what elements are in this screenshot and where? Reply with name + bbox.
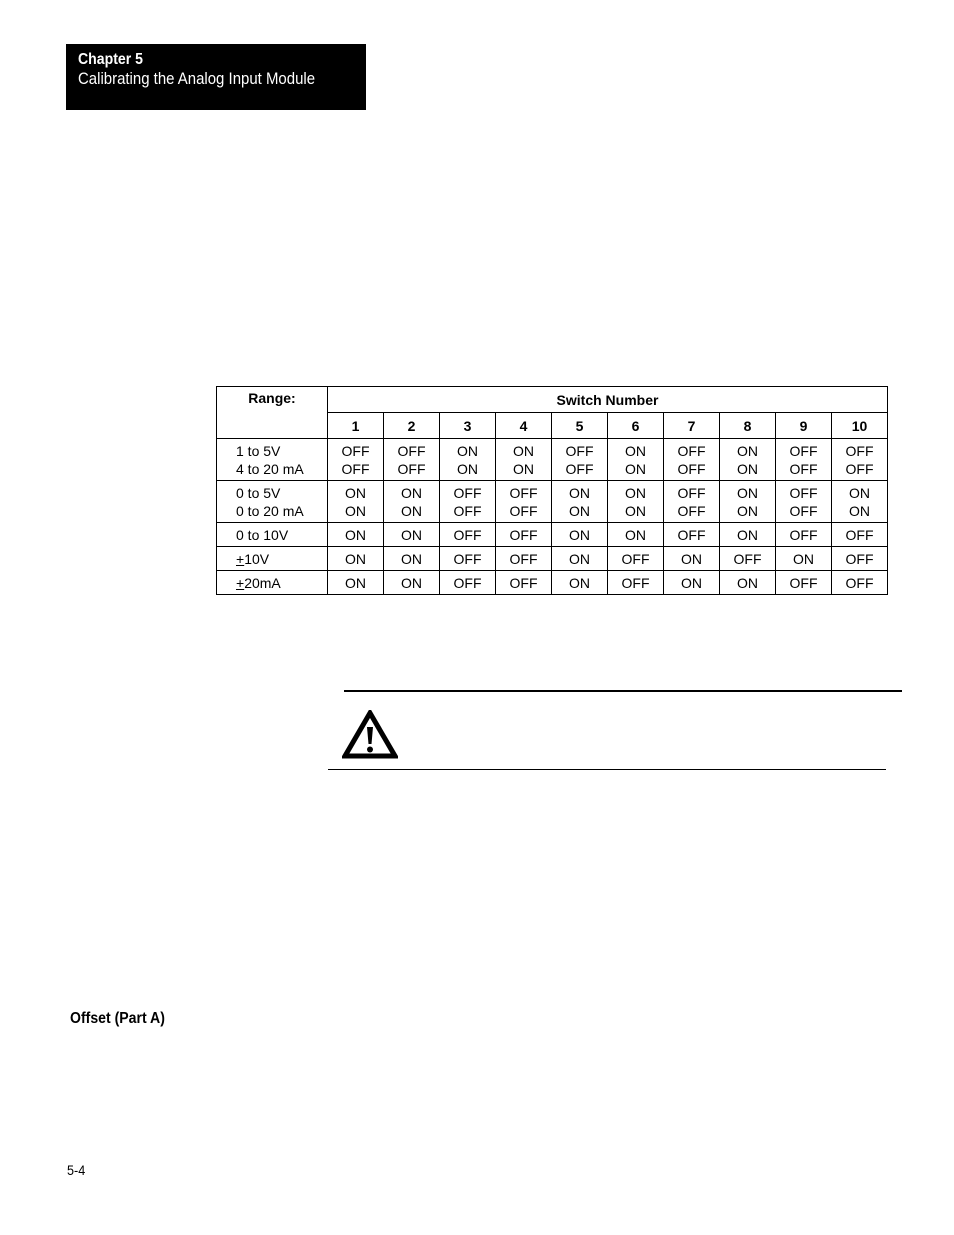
switch-1-setting <box>328 439 384 481</box>
range-label: 4 to 20 mA <box>236 461 304 477</box>
switch-state: ON <box>345 527 366 543</box>
range-label <box>236 550 327 568</box>
switch-1-setting <box>328 523 384 547</box>
switch-8-setting <box>720 481 776 523</box>
switch-state: OFF <box>789 527 818 543</box>
warning-bottom-rule <box>328 769 886 770</box>
switch-state: OFF <box>789 461 818 477</box>
switch-state: ON <box>737 527 758 543</box>
switch-9-setting <box>776 571 832 595</box>
switch-9-setting <box>776 523 832 547</box>
switch-9-setting <box>776 439 832 481</box>
switch-1-setting <box>328 571 384 595</box>
switch-10-setting <box>832 481 888 523</box>
switch-4-setting <box>496 439 552 481</box>
warning-triangle-icon <box>342 710 398 760</box>
switch-7-setting <box>664 523 720 547</box>
switch-state: ON <box>513 461 534 477</box>
switch-4-setting <box>496 481 552 523</box>
switch-state: OFF <box>677 527 706 543</box>
switch-state: OFF <box>453 503 482 519</box>
switch-state: ON <box>737 461 758 477</box>
switch-state: ON <box>569 551 590 567</box>
table-row <box>217 571 888 595</box>
range-value: 10V <box>244 551 270 567</box>
range-label: 0 to 20 mA <box>236 503 304 519</box>
switch-8-setting <box>720 571 776 595</box>
range-cell <box>217 439 328 481</box>
range-label: 0 to 5V <box>236 485 281 501</box>
switch-number-7: 7 <box>664 413 720 439</box>
switch-state: OFF <box>789 443 818 459</box>
switch-state: ON <box>625 461 646 477</box>
switch-10-setting <box>832 439 888 481</box>
switch-5-setting <box>552 547 608 571</box>
switch-state: ON <box>569 527 590 543</box>
switch-state: OFF <box>621 551 650 567</box>
switch-state: ON <box>345 503 366 519</box>
switch-state: OFF <box>845 551 874 567</box>
switch-state: ON <box>625 527 646 543</box>
switch-5-setting <box>552 571 608 595</box>
switch-state: OFF <box>845 443 874 459</box>
switch-state: ON <box>345 551 366 567</box>
switch-2-setting <box>384 439 440 481</box>
switch-settings-table <box>216 386 888 595</box>
plus-minus-sign: + <box>236 551 245 567</box>
switch-state: OFF <box>397 443 426 459</box>
range-cell <box>217 481 328 523</box>
switch-state: OFF <box>509 551 538 567</box>
switch-state: ON <box>737 485 758 501</box>
chapter-title: Calibrating the Analog Input Module <box>78 69 316 88</box>
switch-state: OFF <box>565 461 594 477</box>
switch-state: ON <box>681 551 702 567</box>
switch-number-header: Switch Number <box>328 387 888 413</box>
switch-7-setting <box>664 571 720 595</box>
range-label: 1 to 5V <box>236 443 281 459</box>
switch-state: ON <box>681 575 702 591</box>
switch-10-setting <box>832 571 888 595</box>
switch-number-10: 10 <box>832 413 888 439</box>
switch-number-2: 2 <box>384 413 440 439</box>
switch-1-setting <box>328 547 384 571</box>
switch-state: OFF <box>789 575 818 591</box>
switch-state: OFF <box>733 551 762 567</box>
table-row <box>217 523 888 547</box>
switch-state: OFF <box>341 461 370 477</box>
switch-5-setting <box>552 481 608 523</box>
switch-6-setting <box>608 481 664 523</box>
switch-9-setting <box>776 481 832 523</box>
range-header: Range: <box>217 387 328 439</box>
switch-state: OFF <box>677 485 706 501</box>
switch-state: ON <box>457 443 478 459</box>
switch-6-setting <box>608 547 664 571</box>
switch-1-setting <box>328 481 384 523</box>
switch-6-setting <box>608 523 664 547</box>
switch-9-setting <box>776 547 832 571</box>
switch-state: ON <box>737 503 758 519</box>
switch-state: OFF <box>789 485 818 501</box>
chapter-header <box>66 44 366 110</box>
switch-10-setting <box>832 523 888 547</box>
switch-8-setting <box>720 439 776 481</box>
switch-state: ON <box>793 551 814 567</box>
switch-state: ON <box>849 503 870 519</box>
switch-state: OFF <box>509 527 538 543</box>
switch-state: OFF <box>677 461 706 477</box>
switch-state: ON <box>569 485 590 501</box>
switch-state: ON <box>401 503 422 519</box>
switch-state: ON <box>849 485 870 501</box>
switch-state: OFF <box>677 503 706 519</box>
range-label <box>236 574 327 592</box>
switch-7-setting <box>664 439 720 481</box>
switch-10-setting <box>832 547 888 571</box>
switch-2-setting <box>384 571 440 595</box>
switch-2-setting <box>384 481 440 523</box>
switch-state: OFF <box>845 575 874 591</box>
switch-number-6: 6 <box>608 413 664 439</box>
chapter-label: Chapter 5 <box>78 51 143 68</box>
switch-state: OFF <box>565 443 594 459</box>
switch-3-setting <box>440 481 496 523</box>
switch-state: OFF <box>453 485 482 501</box>
range-label: 0 to 10V <box>236 527 289 543</box>
switch-4-setting <box>496 523 552 547</box>
switch-state: ON <box>401 485 422 501</box>
switch-state: OFF <box>341 443 370 459</box>
warning-top-rule <box>344 690 902 692</box>
switch-3-setting <box>440 571 496 595</box>
switch-state: ON <box>737 575 758 591</box>
switch-state: OFF <box>453 527 482 543</box>
switch-state: OFF <box>845 461 874 477</box>
switch-3-setting <box>440 439 496 481</box>
switch-number-1: 1 <box>328 413 384 439</box>
switch-state: ON <box>625 443 646 459</box>
switch-2-setting <box>384 523 440 547</box>
switch-state: ON <box>513 443 534 459</box>
switch-3-setting <box>440 547 496 571</box>
switch-5-setting <box>552 523 608 547</box>
switch-number-9: 9 <box>776 413 832 439</box>
switch-state: ON <box>625 503 646 519</box>
switch-state: ON <box>569 503 590 519</box>
section-heading-offset: Offset (Part A) <box>70 1010 165 1027</box>
range-cell <box>217 523 328 547</box>
switch-4-setting <box>496 547 552 571</box>
switch-state: OFF <box>621 575 650 591</box>
switch-state: OFF <box>789 503 818 519</box>
switch-5-setting <box>552 439 608 481</box>
switch-number-4: 4 <box>496 413 552 439</box>
switch-state: ON <box>401 551 422 567</box>
switch-number-5: 5 <box>552 413 608 439</box>
switch-state: OFF <box>509 485 538 501</box>
switch-2-setting <box>384 547 440 571</box>
switch-state: ON <box>345 575 366 591</box>
switch-state: OFF <box>453 551 482 567</box>
switch-6-setting <box>608 571 664 595</box>
switch-4-setting <box>496 571 552 595</box>
page-number: 5-4 <box>67 1162 86 1178</box>
switch-state: OFF <box>509 575 538 591</box>
switch-number-3: 3 <box>440 413 496 439</box>
plus-minus-sign: + <box>236 575 245 591</box>
switch-state: OFF <box>397 461 426 477</box>
table-row <box>217 439 888 481</box>
switch-number-8: 8 <box>720 413 776 439</box>
table-row <box>217 547 888 571</box>
switch-6-setting <box>608 439 664 481</box>
switch-state: OFF <box>845 527 874 543</box>
switch-state: ON <box>345 485 366 501</box>
switch-state: ON <box>737 443 758 459</box>
switch-3-setting <box>440 523 496 547</box>
switch-state: ON <box>457 461 478 477</box>
range-cell <box>217 571 328 595</box>
switch-8-setting <box>720 523 776 547</box>
switch-7-setting <box>664 547 720 571</box>
range-value: 20mA <box>244 575 281 591</box>
switch-state: OFF <box>453 575 482 591</box>
switch-8-setting <box>720 547 776 571</box>
switch-state: ON <box>401 527 422 543</box>
switch-state: ON <box>569 575 590 591</box>
table-row <box>217 481 888 523</box>
switch-state: ON <box>625 485 646 501</box>
switch-state: OFF <box>677 443 706 459</box>
switch-state: ON <box>401 575 422 591</box>
switch-7-setting <box>664 481 720 523</box>
switch-state: OFF <box>509 503 538 519</box>
range-cell <box>217 547 328 571</box>
